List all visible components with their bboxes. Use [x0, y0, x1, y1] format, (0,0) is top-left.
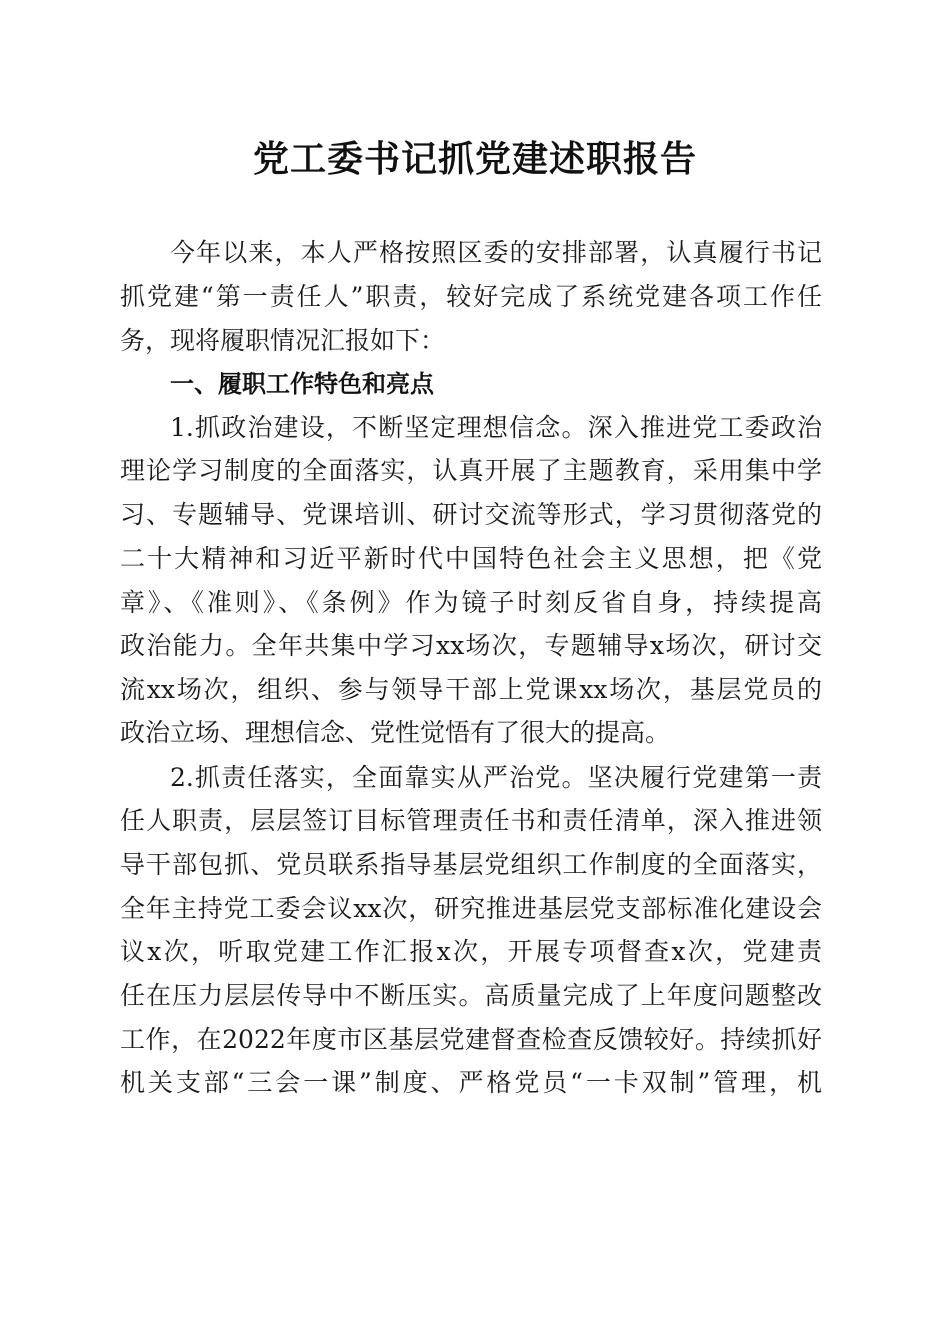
intro-line: 务，现将履职情况汇报如下：	[120, 326, 446, 355]
paragraph-line: 任在压力层层传导中不断压实。高质量完成了上年度问题整改	[120, 981, 822, 1010]
paragraph-line: 1.抓政治建设，不断坚定理想信念。深入推进党工委政治	[170, 413, 822, 442]
paragraph-line: 机关支部“三会一课”制度、严格党员“一卡双制”管理，机	[120, 1068, 822, 1097]
document-title: 党工委书记抓党建述职报告	[252, 138, 697, 180]
paragraph-line: 任人职责，层层签订目标管理责任书和责任清单，深入推进领	[120, 806, 822, 835]
section-heading: 一、履职工作特色和亮点	[170, 370, 434, 398]
paragraph-line: 2.抓责任落实，全面靠实从严治党。坚决履行党建第一责	[170, 763, 822, 792]
paragraph-line: 全年主持党工委会议xx次，研究推进基层党支部标准化建设会	[120, 894, 822, 923]
paragraph-line: 政治能力。全年共集中学习xx场次，专题辅导x场次，研讨交	[120, 631, 822, 660]
paragraph-line: 议x次，听取党建工作汇报x次，开展专项督查x次，党建责	[120, 937, 822, 966]
paragraph-line: 流xx场次，组织、参与领导干部上党课xx场次，基层党员的	[120, 675, 822, 704]
paragraph-line: 理论学习制度的全面落实，认真开展了主题教育，采用集中学	[120, 456, 822, 485]
intro-line: 今年以来，本人严格按照区委的安排部署，认真履行书记	[170, 238, 822, 267]
intro-line: 抓党建“第一责任人”职责，较好完成了系统党建各项工作任	[120, 282, 822, 311]
paragraph-line: 政治立场、理想信念、党性觉悟有了很大的提高。	[120, 718, 671, 747]
paragraph-line: 工作，在2022年度市区基层党建督查检查反馈较好。持续抓好	[120, 1025, 822, 1054]
paragraph-line: 章》、《准则》、《条例》作为镜子时刻反省自身，持续提高	[120, 588, 822, 617]
paragraph-line: 习、专题辅导、党课培训、研讨交流等形式，学习贯彻落党的	[120, 500, 822, 529]
paragraph-line: 导干部包抓、党员联系指导基层党组织工作制度的全面落实，	[120, 850, 822, 879]
paragraph-line: 二十大精神和习近平新时代中国特色社会主义思想，把《党	[120, 544, 822, 573]
